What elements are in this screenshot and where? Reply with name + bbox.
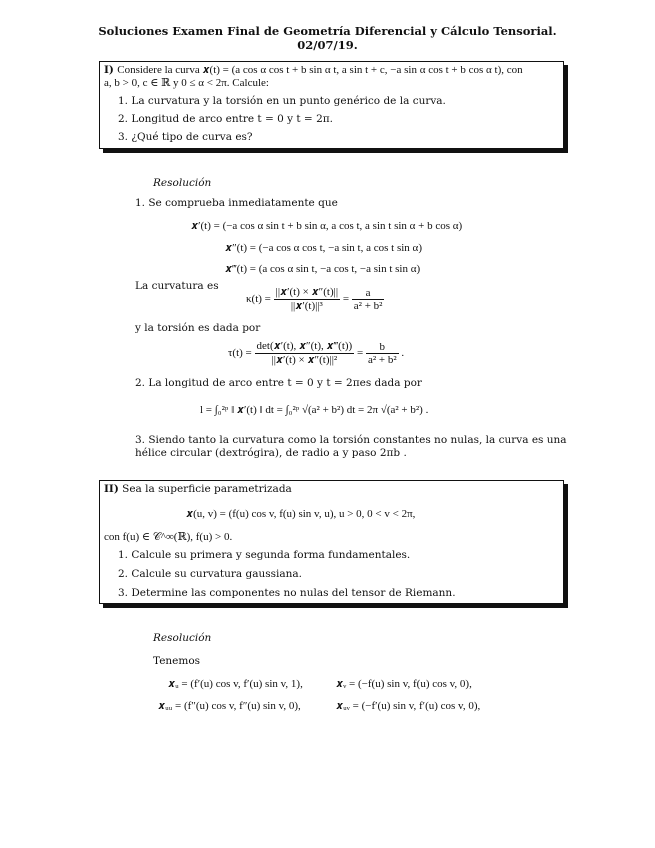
problem-1-box bbox=[99, 61, 564, 149]
equation-xuu: 𝒙ᵤᵤ = (f″(u) cos v, f″(u) sin v, 0), bbox=[158, 700, 301, 712]
equation-x-prime: 𝒙′(t) = (−a cos α sin t + b sin α, a cos t, a sin t sin α + b cos α) bbox=[191, 220, 463, 232]
solution-1-step3-line2: hélice circular (dextrógira), de radio a y paso 2πb . bbox=[135, 447, 407, 459]
solution-1-step1-intro: 1. Se comprueba inmediatamente que bbox=[135, 197, 338, 209]
problem-1-item-1: 1. La curvatura y la torsión en un punto genérico de la curva. bbox=[118, 95, 446, 107]
torsion-denominator: ||𝒙′(t) × 𝒙″(t)||² bbox=[271, 354, 338, 366]
equation-x-double-prime: 𝒙″(t) = (−a cos α cos t, −a sin t, a cos t sin α) bbox=[225, 242, 422, 254]
solution-1-step2-intro: 2. La longitud de arco entre t = 0 y t = 2πes dada por bbox=[135, 377, 422, 389]
problem-1-statement-line1: I) Considere la curva 𝒙(t) = (a cos α cos t + b sin α t, a sin t + c, −a sin α cos t + b cos α t), con bbox=[104, 64, 523, 76]
equation-xu: 𝒙ᵤ = (f′(u) cos v, f′(u) sin v, 1), bbox=[168, 678, 303, 690]
page-date: 02/07/19. bbox=[297, 38, 358, 52]
problem-1-item-3: 3. ¿Qué tipo de curva es? bbox=[118, 131, 253, 143]
equation-x-triple-prime: 𝒙‴(t) = (a cos α sin t, −a cos t, −a sin t sin α) bbox=[225, 263, 421, 275]
torsion-intro: y la torsión es dada por bbox=[135, 322, 261, 334]
curvature-numerator: ||𝒙′(t) × 𝒙″(t)|| bbox=[275, 286, 339, 298]
curvature-denominator: ||𝒙′(t)||³ bbox=[290, 300, 323, 312]
problem-2-item-2: 2. Calcule su curvatura gaussiana. bbox=[118, 568, 303, 580]
equation-xv: 𝒙ᵥ = (−f(u) sin v, f(u) cos v, 0), bbox=[336, 678, 472, 690]
problem-2-statement: II) Sea la superficie parametrizada bbox=[104, 483, 292, 495]
problem-1-item-2: 2. Longitud de arco entre t = 0 y t = 2π. bbox=[118, 113, 333, 125]
page-title: Soluciones Examen Final de Geometría Diferencial y Cálculo Tensorial. bbox=[98, 24, 557, 38]
problem-2-item-3: 3. Determine las componentes no nulas del tensor de Riemann. bbox=[118, 587, 456, 599]
solution-2-intro: Tenemos bbox=[153, 655, 201, 667]
solution-2-heading: Resolución bbox=[153, 632, 212, 644]
problem-1-label: I) bbox=[104, 64, 114, 76]
problem-2-label: II) bbox=[104, 483, 119, 495]
torsion-equation: τ(t) = $\frac{\text{det(𝒙′(t), 𝒙″(t), 𝒙‴(t))}}{\text{||𝒙′(t) × 𝒙″(t)||²}}$ = $\frac{b}{\text{a² + b²}}$ . bbox=[228, 340, 405, 366]
curvature-intro: La curvatura es bbox=[135, 280, 219, 292]
torsion-numerator: det(𝒙′(t), 𝒙″(t), 𝒙‴(t)) bbox=[256, 340, 353, 352]
solution-1-heading: Resolución bbox=[153, 177, 212, 189]
problem-1-statement-line2: a, b > 0, c ∈ ℝ y 0 ≤ α < 2π. Calcule: bbox=[104, 77, 269, 89]
problem-2-item-1: 1. Calcule su primera y segunda forma fundamentales. bbox=[118, 549, 411, 561]
problem-2-box bbox=[99, 480, 564, 604]
equation-xuv: 𝒙ᵤᵥ = (−f′(u) sin v, f′(u) cos v, 0), bbox=[336, 700, 481, 712]
problem-2-condition: con f(u) ∈ 𝒞^∞(ℝ), f(u) > 0. bbox=[104, 531, 233, 543]
surface-equation: 𝒙(u, v) = (f(u) cos v, f(u) sin v, u), u > 0, 0 < v < 2π, bbox=[186, 508, 416, 520]
arc-length-equation: l = ∫₀²ᵖ ‖ 𝒙′(t) ‖ dt = ∫₀²ᵖ √(a² + b²) dt = 2π √(a² + b²) . bbox=[200, 404, 429, 416]
curvature-equation: κ(t) = $\frac{\text{||𝒙′(t) × 𝒙″(t)||}}{\text{||𝒙′(t)||³}}$ = $\frac{a}{\text{a² + b²}}$ bbox=[246, 286, 383, 312]
solution-1-step3-line1: 3. Siendo tanto la curvatura como la torsión constantes no nulas, la curva es una bbox=[135, 434, 567, 446]
